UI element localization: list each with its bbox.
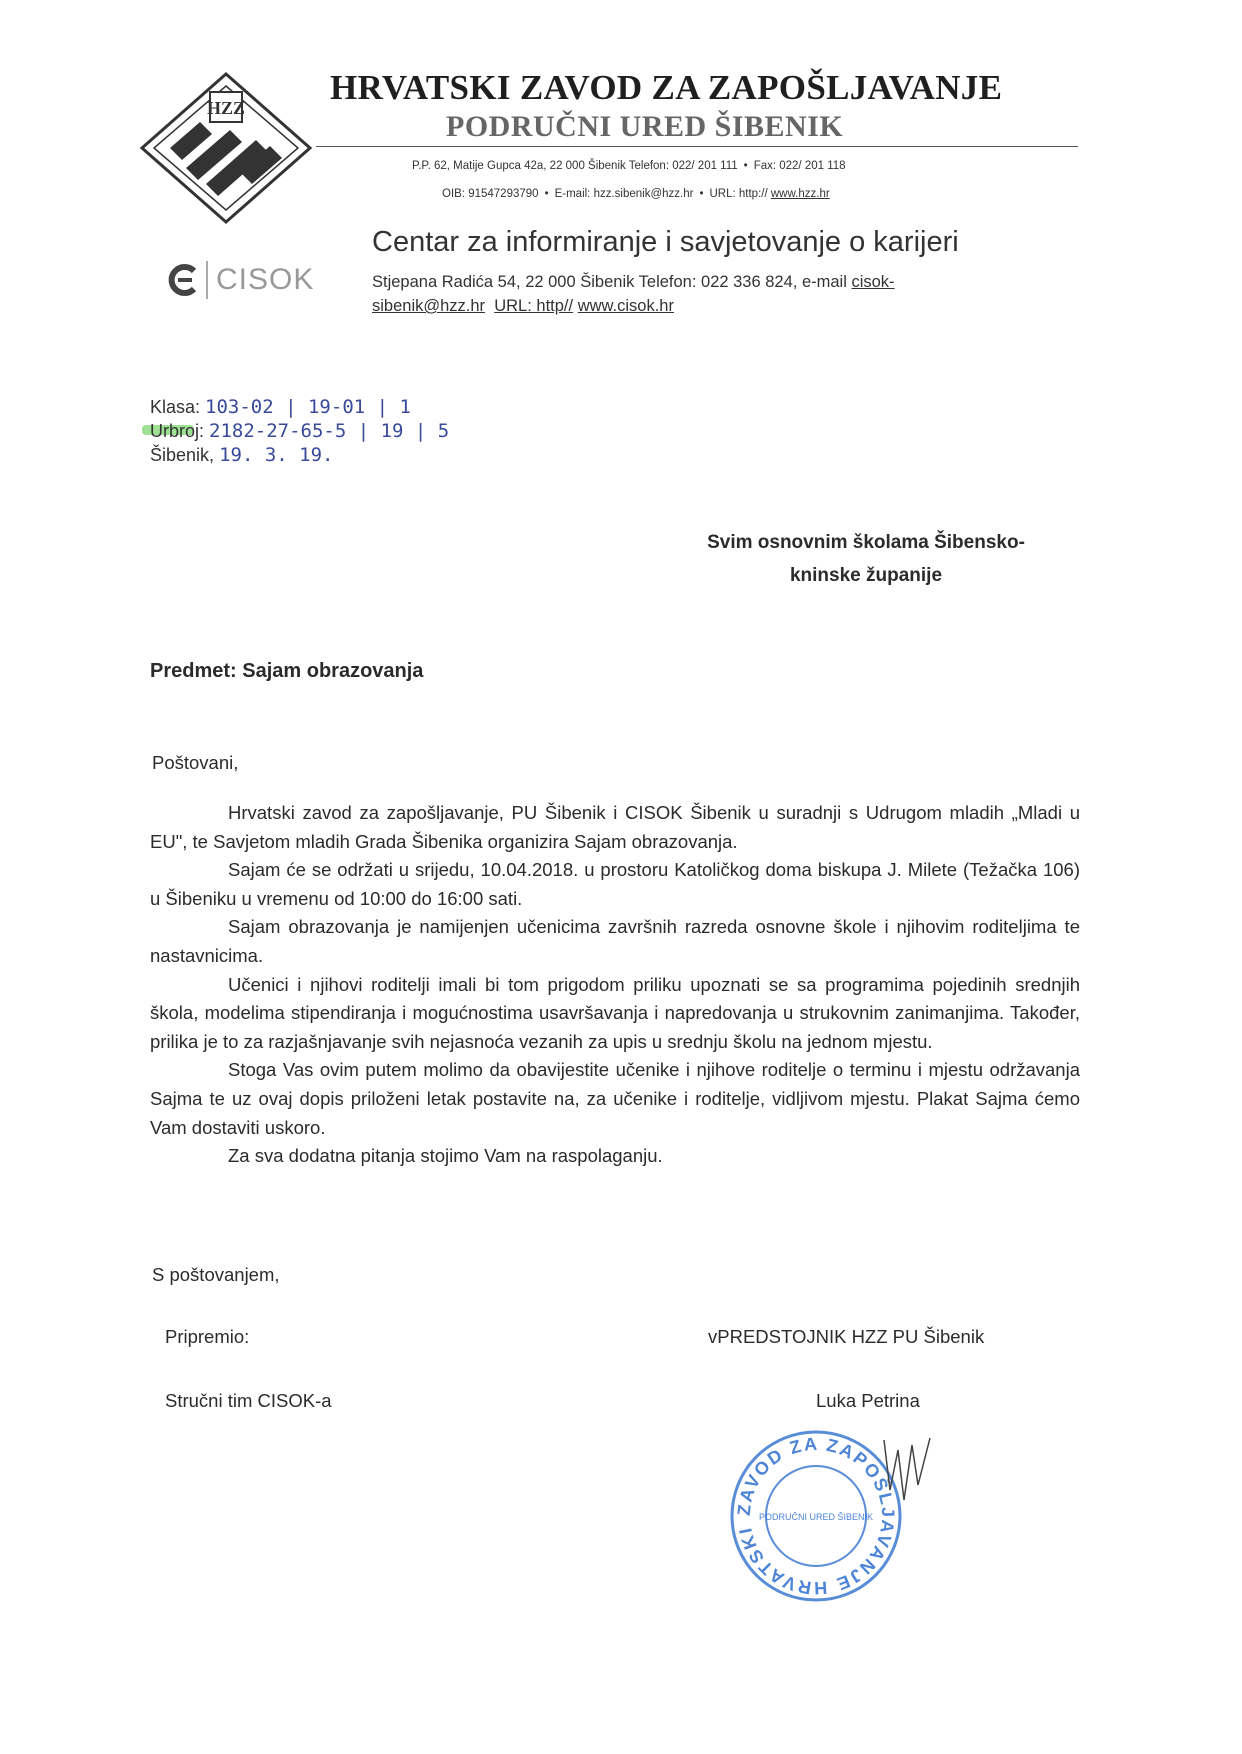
hzz-logo-letters: HZZ bbox=[206, 98, 246, 118]
date-handwritten: 19. 3. 19. bbox=[219, 444, 334, 466]
seal-inner-text: PODRUČNI URED ŠIBENIK bbox=[758, 1512, 874, 1522]
recipient-line-2: kninske županije bbox=[789, 565, 943, 586]
email-label: E-mail: bbox=[554, 188, 591, 200]
regional-office-name: PODRUČNI URED ŠIBENIK bbox=[446, 110, 844, 143]
urbroj-row bbox=[150, 419, 449, 443]
paragraph-1: Hrvatski zavod za zapošljavanje, PU Šibenik i CISOK Šibenik u suradnji s Udrugom mladih „Mladi u EU", te Savjetom mladih Grada Šibenika organizira Sajam obrazovanja. bbox=[150, 802, 1080, 852]
registry-block bbox=[150, 395, 449, 467]
salutation: Poštovani, bbox=[152, 752, 239, 773]
organization-name: HRVATSKI ZAVOD ZA ZAPOŠLJAVANJE bbox=[330, 68, 1003, 107]
date-row bbox=[150, 443, 449, 467]
handwritten-signature bbox=[880, 1430, 950, 1510]
cisok-logo bbox=[166, 261, 314, 299]
cisok-email[interactable]: cisok-sibenik@hzz.hr bbox=[372, 273, 895, 315]
prepared-by-team: Stručni tim CISOK-a bbox=[165, 1390, 332, 1411]
seal-outer-text: ZAVOD ZA ZAPOŠLJAVANJE HRVATSKI bbox=[733, 1433, 899, 1599]
recipient-block bbox=[696, 526, 1036, 592]
address-phone: P.P. 62, Matije Gupca 42a, 22 000 Šibenik Telefon: 022/ 201 111 bbox=[412, 160, 738, 172]
paragraph-5: Stoga Vas ovim putem molimo da obavijestite učenike i njihove roditelje o terminu i mjestu održavanja Sajma te uz ovaj dopis priloženi letak postavite na, za učenike i roditelje, vidljivom mjestu. Plakat Sajma ćemo Vam dostaviti uskoro. bbox=[150, 1059, 1080, 1138]
cisok-separator bbox=[206, 261, 208, 299]
official-seal bbox=[728, 1428, 904, 1604]
paragraph-4: Učenici i njihovi roditelji imali bi tom prigodom priliku upoznati se sa programima pojedinih srednjih škola, modelima stipendiranja i mogućnostima usavršavanja i napredovanja u strukovnim zanimanjima. Također, prilika je to za razjašnjavanje svih nejasnoća vezanih za upis u srednju školu na jednom mjestu. bbox=[150, 973, 1080, 1052]
cisok-url-label: URL: http// bbox=[494, 297, 574, 315]
urbroj-label: Urbroj: bbox=[150, 421, 205, 441]
urbroj-handwritten: 2182-27-65-5 | 19 | 5 bbox=[209, 420, 450, 442]
contact-line-address: P.P. 62, Matije Gupca 42a, 22 000 Šibenik Telefon: 022/ 201 111 • Fax: 022/ 201 118 bbox=[412, 160, 846, 172]
hzz-logo bbox=[140, 72, 312, 224]
signatory-title: vPREDSTOJNIK HZZ PU Šibenik bbox=[708, 1326, 985, 1347]
oib-number: OIB: 91547293790 bbox=[442, 188, 539, 200]
website-link[interactable]: www.hzz.hr bbox=[770, 188, 830, 200]
contact-line-online: OIB: 91547293790 • E-mail: hzz.sibenik@hzz.hr • URL: http:// www.hzz.hr bbox=[442, 188, 830, 200]
paragraph-2: Sajam će se održati u srijedu, 10.04.2018. u prostoru Katoličkog doma biskupa J. Milete (Težačka 106) u Šibeniku u vremenu od 10:00 do 16:00 sati. bbox=[150, 859, 1080, 909]
recipient-line-1: Svim osnovnim školama Šibensko- bbox=[707, 532, 1025, 553]
paragraph-6: Za sva dodatna pitanja stojimo Vam na raspolaganju. bbox=[228, 1145, 663, 1167]
url-label: URL: http:// bbox=[709, 188, 768, 200]
cisok-logo-text: CISOK bbox=[216, 263, 315, 296]
cisok-c-icon bbox=[166, 263, 200, 297]
klasa-handwritten: 103-02 | 19-01 | 1 bbox=[205, 396, 411, 418]
prepared-by-label: Pripremio: bbox=[165, 1326, 250, 1347]
header-divider bbox=[316, 146, 1078, 147]
cisok-title: Centar za informiranje i savjetovanje o karijeri bbox=[372, 226, 959, 258]
klasa-label: Klasa: bbox=[150, 397, 201, 417]
cisok-website-link[interactable]: www.cisok.hr bbox=[577, 297, 674, 315]
paragraph-3: Sajam obrazovanja je namijenjen učenicima završnih razreda osnovne škole i njihovim roditeljima te nastavnicima. bbox=[150, 916, 1080, 966]
closing: S poštovanjem, bbox=[152, 1264, 280, 1285]
signatory-name: Luka Petrina bbox=[816, 1390, 920, 1411]
letter-body bbox=[150, 799, 1080, 1171]
klasa-row bbox=[150, 395, 449, 419]
cisok-address-text: Stjepana Radića 54, 22 000 Šibenik Telefon: 022 336 824, e-mail bbox=[372, 273, 847, 291]
letter-subject: Predmet: Sajam obrazovanja bbox=[150, 660, 424, 682]
cisok-address bbox=[372, 270, 992, 318]
email-address: hzz.sibenik@hzz.hr bbox=[593, 188, 694, 200]
fax-number: Fax: 022/ 201 118 bbox=[753, 160, 846, 172]
place-label: Šibenik, bbox=[150, 445, 215, 465]
